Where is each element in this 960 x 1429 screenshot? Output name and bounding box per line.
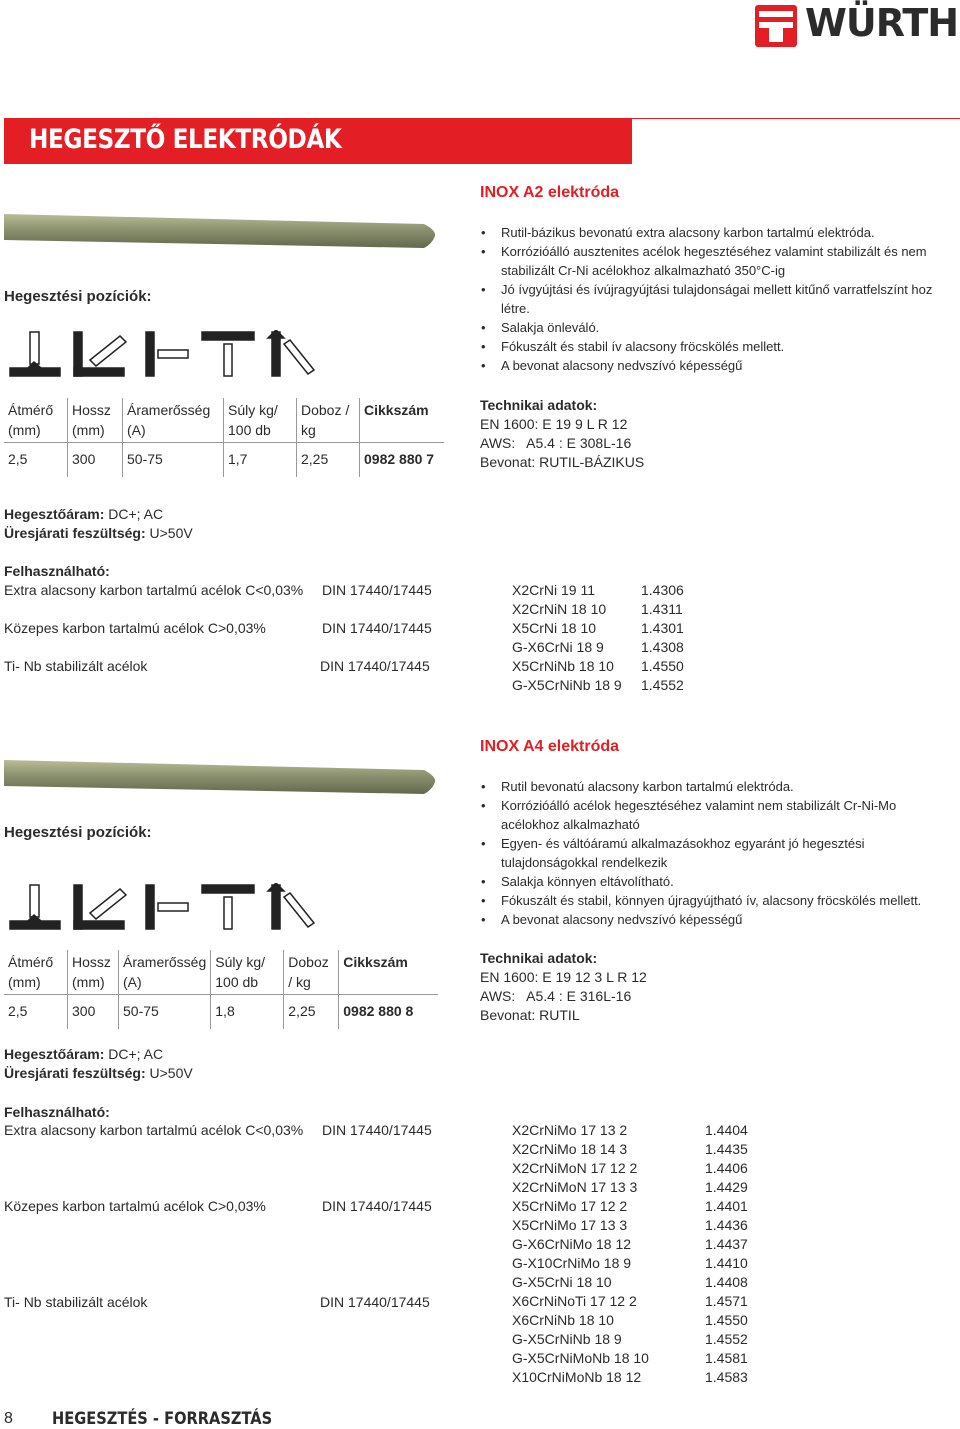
col-header-diameter: Átmérő (mm) — [8, 954, 54, 990]
material-grade: G-X10CrNiMo 18 9 — [512, 1255, 632, 1271]
col-header-article: Cikkszám — [360, 398, 445, 443]
material-number: 1.4308 — [641, 639, 684, 655]
material-number: 1.4552 — [705, 1331, 748, 1347]
materials-list-a4 — [512, 1122, 772, 1392]
usage-text: Közepes karbon tartalmú acélok C>0,03% — [4, 1198, 266, 1214]
list-item: • Salakja könnyen eltávolítható. — [481, 872, 951, 891]
material-grade: G-X5CrNiMoNb 18 10 — [512, 1350, 649, 1366]
usage-row — [4, 658, 147, 674]
material-number: 1.4550 — [705, 1312, 748, 1328]
material-number: 1.4410 — [705, 1255, 748, 1271]
cell-box: 2,25 — [284, 995, 339, 1030]
technical-data-heading: Technikai adatok: — [480, 397, 598, 413]
vertical-up-position-icon — [268, 883, 314, 929]
footer-title: HEGESZTÉS - FORRASZTÁS — [52, 1409, 273, 1429]
technical-line: AWS: A5.4 : E 316L-16 — [480, 988, 632, 1004]
material-grade: X2CrNiMoN 17 13 3 — [512, 1179, 638, 1195]
cell-article-number: 0982 880 8 — [339, 995, 438, 1030]
welding-positions-icons — [8, 883, 318, 931]
materials-list-a2 — [512, 582, 712, 702]
voltage-value: U>50V — [149, 1065, 193, 1081]
material-number: 1.4436 — [705, 1217, 748, 1233]
material-number: 1.4550 — [641, 658, 684, 674]
usage-text: Extra alacsony karbon tartalmú acélok C<0,03% — [4, 1122, 304, 1138]
wurth-logo-icon — [755, 5, 797, 47]
voltage-value: U>50V — [149, 525, 193, 541]
spec-table-a4 — [4, 950, 438, 1029]
positions-label: Hegesztési pozíciók: — [4, 288, 152, 305]
col-header-current: Áramerősség (A) — [119, 950, 211, 995]
usage-row — [4, 1122, 303, 1138]
material-number: 1.4437 — [705, 1236, 748, 1252]
material-grade: X5CrNiNb 18 10 — [512, 658, 614, 674]
material-grade: X6CrNiNb 18 10 — [512, 1312, 614, 1328]
cell-length: 300 — [68, 995, 119, 1030]
vertical-position-icon — [146, 332, 188, 376]
flat-position-icon — [10, 332, 60, 376]
list-item: • Jó ívgyújtási és ívújragyújtási tulajdonságai mellett kitűnő varratfelszínt hoz létre. — [481, 280, 951, 318]
current-label: Hegesztőáram: — [4, 506, 105, 522]
vertical-up-position-icon — [268, 330, 314, 376]
col-header-diameter: Átmérő (mm) — [8, 402, 54, 438]
voltage-label: Üresjárati feszültség: — [4, 525, 146, 541]
overhead-position-icon — [202, 332, 254, 376]
list-item: • A bevonat alacsony nedvszívó képességű — [481, 356, 951, 375]
col-header-weight: Súly kg/ 100 db — [211, 950, 284, 995]
cell-diameter: 2,5 — [4, 995, 68, 1030]
cell-article-number: 0982 880 7 — [360, 443, 445, 478]
usage-heading: Felhasználható: — [4, 563, 110, 579]
material-grade: X5CrNiMo 17 12 2 — [512, 1198, 628, 1214]
features-list-a2 — [481, 223, 951, 375]
technical-line: EN 1600: E 19 9 L R 12 — [480, 416, 628, 432]
technical-line: Bevonat: RUTIL-BÁZIKUS — [480, 454, 645, 470]
col-header-weight: Súly kg/ 100 db — [224, 398, 297, 443]
welding-positions-icons — [8, 330, 318, 378]
material-number: 1.4408 — [705, 1274, 748, 1290]
electrode-rod-image — [4, 758, 436, 802]
features-list-a4 — [481, 777, 951, 929]
vertical-position-icon — [146, 885, 188, 929]
list-item: • Egyen- és váltóáramú alkalmazásokhoz egyaránt jó hegesztési tulajdonságokkal rendelkezik — [481, 834, 951, 872]
usage-text: Ti- Nb stabilizált acélok — [4, 658, 148, 674]
page-title: HEGESZTŐ ELEKTRÓDÁK — [29, 124, 342, 155]
usage-row — [4, 620, 266, 636]
list-item: • Fókuszált és stabil ív alacsony fröcskölés mellett. — [481, 337, 951, 356]
col-header-length: Hossz (mm) — [68, 398, 123, 443]
material-grade: X6CrNiNoTi 17 12 2 — [512, 1293, 637, 1309]
material-grade: X2CrNiMo 17 13 2 — [512, 1122, 628, 1138]
cell-weight: 1,8 — [211, 995, 284, 1030]
cell-current: 50-75 — [119, 995, 211, 1030]
material-number: 1.4401 — [705, 1198, 748, 1214]
brand-name: WÜRTH — [805, 1, 959, 45]
cell-box: 2,25 — [297, 443, 360, 478]
material-number: 1.4435 — [705, 1141, 748, 1157]
material-grade: X2CrNiMo 18 14 3 — [512, 1141, 628, 1157]
current-value: DC+; AC — [108, 506, 164, 522]
current-value: DC+; AC — [108, 1046, 164, 1062]
material-grade: G-X6CrNiMo 18 12 — [512, 1236, 632, 1252]
material-number: 1.4406 — [705, 1160, 748, 1176]
flat-position-icon — [10, 885, 60, 929]
list-item: • Rutil-bázikus bevonatú extra alacsony karbon tartalmú elektróda. — [481, 223, 951, 242]
cell-diameter: 2,5 — [4, 443, 68, 478]
material-number: 1.4306 — [641, 582, 684, 598]
material-grade: X2CrNi 19 11 — [512, 582, 596, 598]
cell-current: 50-75 — [123, 443, 224, 478]
technical-data-a2 — [480, 396, 644, 472]
list-item: • Korrózióálló acélok hegesztéséhez valamint nem stabilizált Cr-Ni-Mo acélokhoz alkalmazható — [481, 796, 951, 834]
technical-line: Bevonat: RUTIL — [480, 1007, 580, 1023]
positions-label: Hegesztési pozíciók: — [4, 824, 152, 841]
title-bar — [4, 118, 632, 164]
current-info-a4 — [4, 1045, 193, 1083]
usage-din: DIN 17440/17445 — [322, 1122, 432, 1138]
material-grade: X2CrNiMoN 17 12 2 — [512, 1160, 638, 1176]
col-header-current: Áramerősség (A) — [123, 398, 224, 443]
material-number: 1.4552 — [641, 677, 684, 693]
material-grade: G-X5CrNiNb 18 9 — [512, 1331, 622, 1347]
technical-data-heading: Technikai adatok: — [480, 950, 598, 966]
technical-line: AWS: A5.4 : E 308L-16 — [480, 435, 632, 451]
section-title-a2: INOX A2 elektróda — [480, 184, 620, 201]
usage-din: DIN 17440/17445 — [322, 1198, 432, 1214]
material-grade: X5CrNi 18 10 — [512, 620, 597, 636]
material-number: 1.4404 — [705, 1122, 748, 1138]
usage-heading: Felhasználható: — [4, 1104, 110, 1120]
usage-row — [4, 582, 303, 598]
usage-din: DIN 17440/17445 — [322, 582, 432, 598]
material-grade: G-X5CrNiNb 18 9 — [512, 677, 622, 693]
usage-text: Extra alacsony karbon tartalmú acélok C<0,03% — [4, 582, 304, 598]
usage-text: Ti- Nb stabilizált acélok — [4, 1294, 148, 1310]
list-item: • Salakja önleváló. — [481, 318, 951, 337]
material-grade: G-X5CrNi 18 10 — [512, 1274, 612, 1290]
current-info-a2 — [4, 505, 193, 543]
material-number: 1.4583 — [705, 1369, 748, 1385]
usage-text: Közepes karbon tartalmú acélok C>0,03% — [4, 620, 266, 636]
material-grade: X2CrNiN 18 10 — [512, 601, 607, 617]
material-number: 1.4581 — [705, 1350, 748, 1366]
spec-table-a2 — [4, 398, 444, 477]
list-item: • Fókuszált és stabil, könnyen újragyújtható ív, alacsony fröcskölés mellett. — [481, 891, 951, 910]
material-grade: X5CrNiMo 17 13 3 — [512, 1217, 628, 1233]
usage-row — [4, 1198, 266, 1214]
material-number: 1.4301 — [641, 620, 684, 636]
table-header-row — [4, 398, 444, 443]
list-item: • Rutil bevonatú alacsony karbon tartalmú elektróda. — [481, 777, 951, 796]
wurth-logo — [755, 1, 960, 49]
cell-length: 300 — [68, 443, 123, 478]
page-number: 8 — [4, 1410, 13, 1427]
list-item: • A bevonat alacsony nedvszívó képességű — [481, 910, 951, 929]
technical-data-a4 — [480, 949, 647, 1025]
usage-din: DIN 17440/17445 — [322, 620, 432, 636]
voltage-label: Üresjárati feszültség: — [4, 1065, 146, 1081]
material-grade: X10CrNiMoNb 18 12 — [512, 1369, 642, 1385]
material-number: 1.4311 — [641, 601, 683, 617]
overhead-position-icon — [202, 885, 254, 929]
electrode-rod-image — [4, 212, 436, 256]
table-header-row — [4, 950, 438, 995]
usage-label-a2 — [4, 562, 110, 581]
section-title-a4: INOX A4 elektróda — [480, 738, 620, 755]
table-row — [4, 995, 438, 1030]
usage-din: DIN 17440/17445 — [320, 658, 430, 674]
material-grade: G-X6CrNi 18 9 — [512, 639, 604, 655]
col-header-length: Hossz (mm) — [68, 950, 119, 995]
list-item: • Korrózióálló ausztenites acélok hegesztéséhez valamint stabilizált és nem stabilizált Cr-Ni acélokhoz alkalmazható 350°C-ig — [481, 242, 951, 280]
material-number: 1.4429 — [705, 1179, 748, 1195]
usage-label-a4 — [4, 1103, 110, 1122]
col-header-article: Cikkszám — [339, 950, 438, 995]
material-number: 1.4571 — [705, 1293, 748, 1309]
table-row — [4, 443, 444, 478]
col-header-box: Doboz / kg — [297, 398, 360, 443]
col-header-box: Doboz / kg — [284, 950, 339, 995]
horizontal-vertical-position-icon — [74, 332, 126, 376]
horizontal-vertical-position-icon — [74, 885, 126, 929]
usage-din: DIN 17440/17445 — [320, 1294, 430, 1310]
current-label: Hegesztőáram: — [4, 1046, 105, 1062]
cell-weight: 1,7 — [224, 443, 297, 478]
usage-row — [4, 1294, 147, 1310]
technical-line: EN 1600: E 19 12 3 L R 12 — [480, 969, 647, 985]
